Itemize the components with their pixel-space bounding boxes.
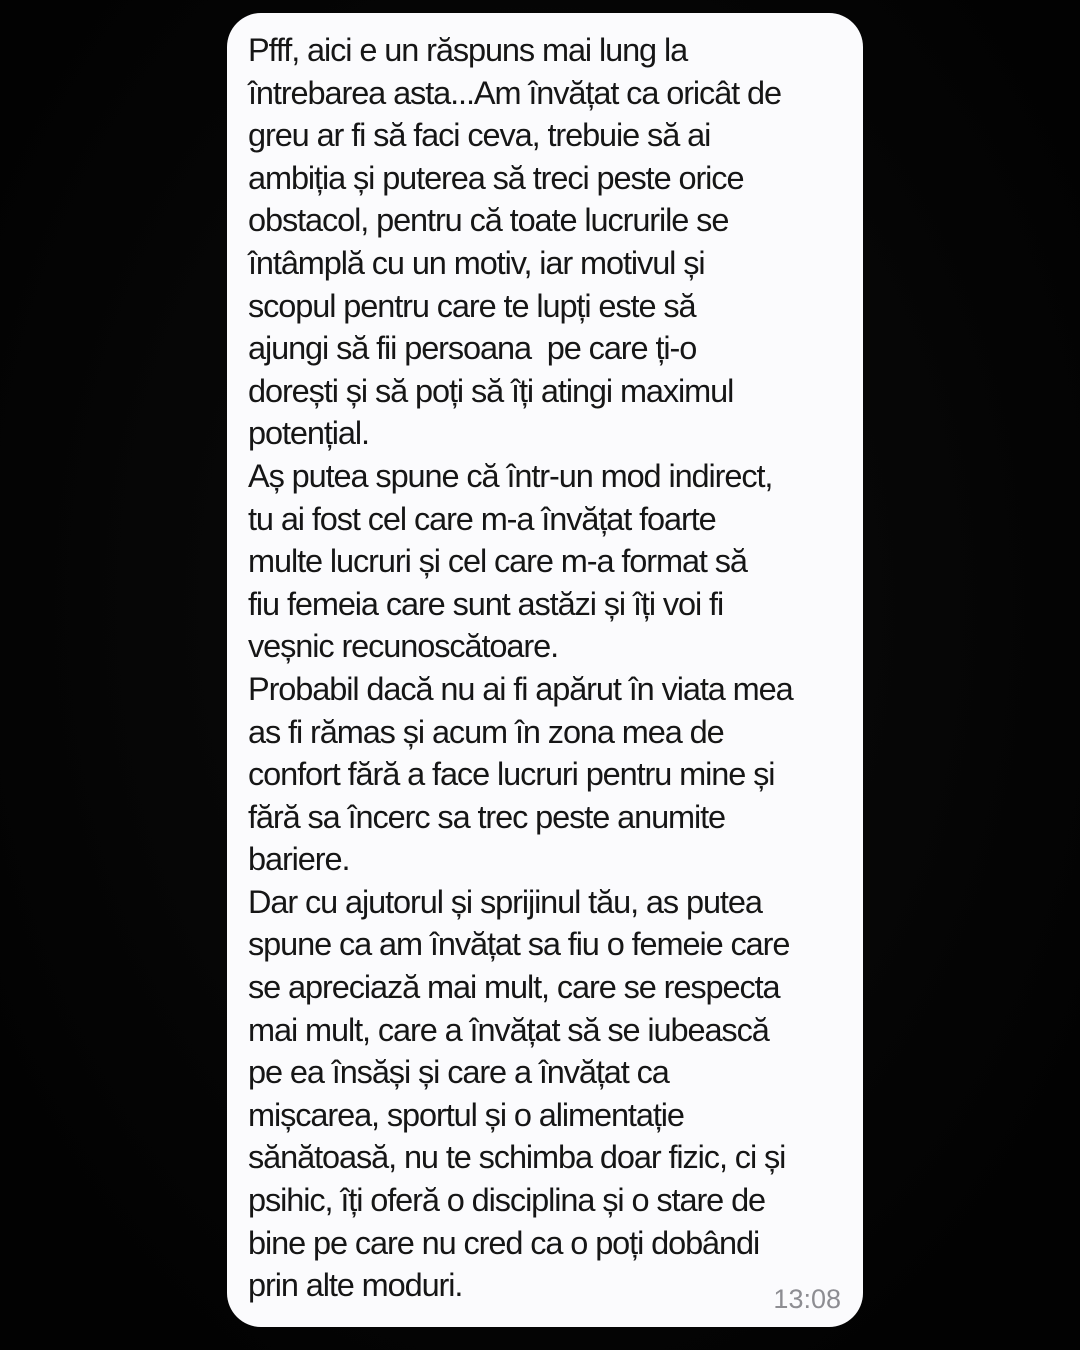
received-message-bubble[interactable] bbox=[227, 13, 863, 1327]
message-line: tu ai fost cel care m-a învățat foarte bbox=[248, 500, 716, 537]
message-line: greu ar fi să faci ceva, trebuie să ai bbox=[248, 117, 711, 154]
message-line: bine pe care nu cred ca o poți dobândi bbox=[248, 1224, 760, 1261]
message-line: Probabil dacă nu ai fi apărut în viata mea bbox=[248, 670, 793, 707]
message-line: spune ca am învățat sa fiu o femeie care bbox=[248, 926, 790, 963]
message-line: confort fără a face lucruri pentru mine și bbox=[248, 756, 775, 793]
message-timestamp: 13:08 bbox=[773, 1284, 841, 1314]
message-line: dorești și să poți să îți atingi maximul bbox=[248, 372, 734, 409]
message-line: scopul pentru care te lupți este să bbox=[248, 287, 696, 324]
message-text bbox=[248, 29, 843, 1307]
message-line: obstacol, pentru că toate lucrurile se bbox=[248, 202, 729, 239]
message-line: sănătoasă, nu te schimba doar fizic, ci și bbox=[248, 1139, 786, 1176]
message-line: Pfff, aici e un răspuns mai lung la bbox=[248, 32, 688, 68]
message-line: întâmplă cu un motiv, iar motivul și bbox=[248, 244, 705, 281]
message-line: mai mult, care a învățat să se iubească bbox=[248, 1011, 769, 1048]
message-line: fără sa încerc sa trec peste anumite bbox=[248, 798, 726, 835]
message-line: mișcarea, sportul și o alimentație bbox=[248, 1096, 684, 1133]
message-line: pe ea însăși și care a învățat ca bbox=[248, 1054, 669, 1091]
message-line: psihic, îți oferă o disciplina și o stare de bbox=[248, 1182, 766, 1219]
message-line: prin alte moduri. bbox=[248, 1267, 463, 1304]
message-line: se apreciază mai mult, care se respecta bbox=[248, 969, 780, 1006]
message-line: multe lucruri și cel care m-a format să bbox=[248, 543, 747, 580]
message-line: fiu femeia care sunt astăzi și îți voi fi bbox=[248, 585, 724, 622]
message-line: potențial. bbox=[248, 415, 369, 452]
message-line: veșnic recunoscătoare. bbox=[248, 628, 559, 665]
message-line: Dar cu ajutorul și sprijinul tău, as putea bbox=[248, 883, 762, 920]
message-line: întrebarea asta...Am învățat ca oricât de bbox=[248, 74, 781, 111]
message-line: ajungi să fii persoana pe care ți-o bbox=[248, 330, 697, 367]
message-line: as fi rămas și acum în zona mea de bbox=[248, 713, 724, 750]
message-line: ambiția și puterea să treci peste orice bbox=[248, 159, 744, 196]
message-line: bariere. bbox=[248, 841, 350, 878]
message-line: Aș putea spune că într-un mod indirect, bbox=[248, 457, 773, 494]
